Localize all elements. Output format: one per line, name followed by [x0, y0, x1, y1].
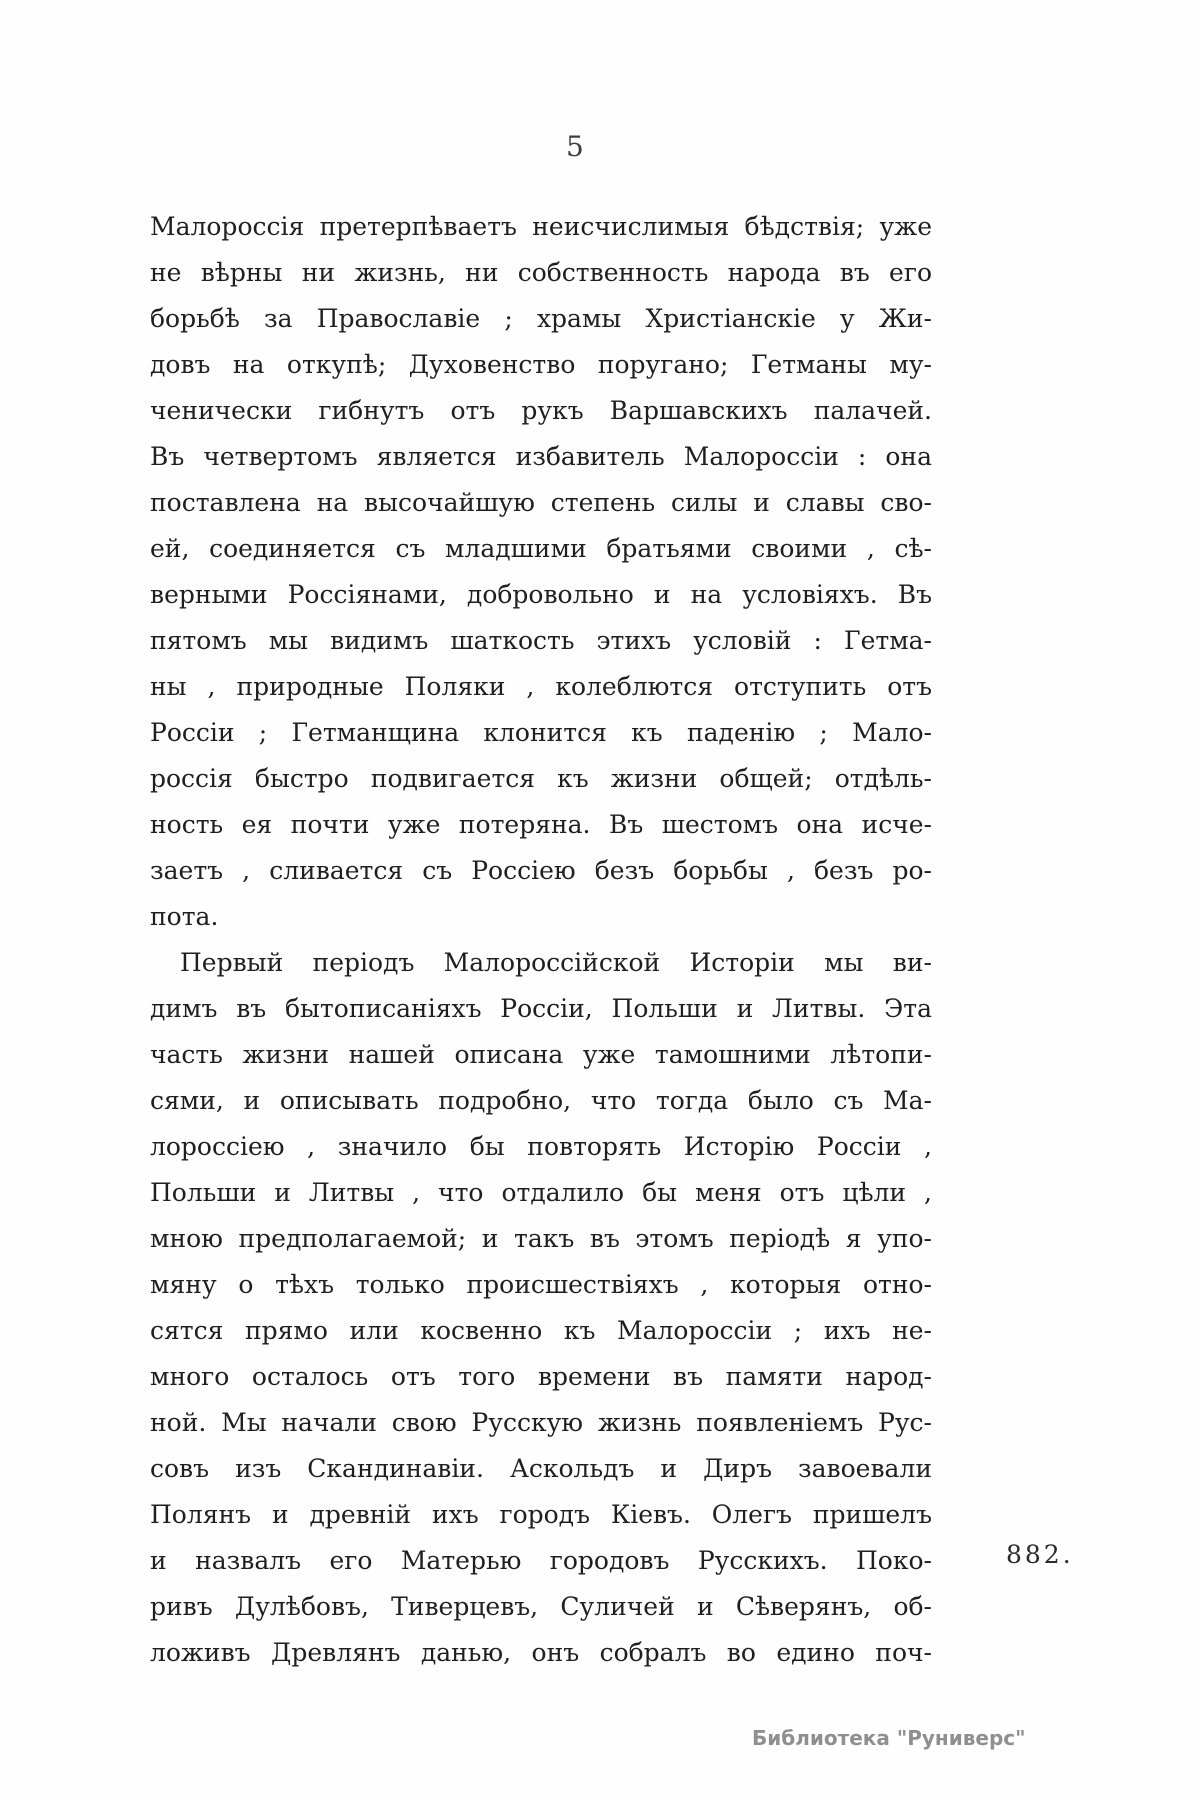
text-line: димъ въ бытописаніяхъ Россіи, Польши и Литвы. Эта — [150, 994, 932, 1023]
text-line: Польши и Литвы , что отдалило бы меня отъ цѣли , — [150, 1178, 932, 1207]
text-line: Первый періодъ Малороссійской Исторіи мы ви- — [180, 948, 932, 977]
text-line: Въ четвертомъ является избавитель Малороссіи : она — [150, 442, 932, 471]
text-line: борьбѣ за Православіе ; храмы Христіанскіе у Жи- — [150, 304, 932, 333]
text-line: Россіи ; Гетманщина клонится къ паденію ; Мало- — [150, 718, 932, 747]
text-line: мною предполагаемой; и такъ въ этомъ періодѣ я упо- — [150, 1224, 932, 1253]
text-line: пятомъ мы видимъ шаткость этихъ условій : Гетма- — [150, 626, 932, 655]
text-line: ривъ Дулѣбовъ, Тиверцевъ, Суличей и Сѣверянъ, об- — [150, 1592, 932, 1621]
text-line: ей, соединяется съ младшими братьями своими , сѣ- — [150, 534, 932, 563]
text-line: верными Россіянами, добровольно и на условіяхъ. Въ — [150, 580, 932, 609]
text-line: много осталось отъ того времени въ памяти народ- — [150, 1362, 932, 1391]
text-line: поставлена на высочайшую степень силы и славы сво- — [150, 488, 932, 517]
text-line: сятся прямо или косвенно къ Малороссіи ; ихъ не- — [150, 1316, 932, 1345]
text-line: ченически гибнутъ отъ рукъ Варшавскихъ палачей. — [150, 396, 932, 425]
text-line: пота. — [150, 902, 219, 931]
page-number: 5 — [566, 130, 584, 163]
library-watermark: Библиотека "Руниверс" — [752, 1726, 1026, 1750]
text-line: Малороссія претерпѣваетъ неисчислимыя бѣдствія; уже — [150, 212, 932, 241]
text-line: лороссіею , значило бы повторять Исторію Россіи , — [150, 1132, 932, 1161]
text-line: и назвалъ его Матерью городовъ Русскихъ. Поко- — [150, 1546, 932, 1575]
text-line: часть жизни нашей описана уже тамошними лѣтопи- — [150, 1040, 932, 1069]
text-line: мяну о тѣхъ только происшествіяхъ , которыя отно- — [150, 1270, 932, 1299]
paragraph-1 — [150, 204, 932, 940]
text-line: Полянъ и древній ихъ городъ Кіевъ. Олегъ пришелъ — [150, 1500, 932, 1529]
text-line: ной. Мы начали свою Русскую жизнь появленіемъ Рус- — [150, 1408, 932, 1437]
body-text — [150, 204, 932, 1676]
text-line: не вѣрны ни жизнь, ни собственность народа въ его — [150, 258, 932, 287]
text-line: ны , природные Поляки , колеблются отступить отъ — [150, 672, 932, 701]
margin-year-note: 882. — [1006, 1540, 1074, 1569]
text-line: россія быстро подвигается къ жизни общей; отдѣль- — [150, 764, 932, 793]
text-line: сями, и описывать подробно, что тогда было съ Ма- — [150, 1086, 932, 1115]
paragraph-2 — [150, 940, 932, 1676]
text-line: ность ея почти уже потеряна. Въ шестомъ она исче- — [150, 810, 932, 839]
text-line: заетъ , сливается съ Россіею безъ борьбы , безъ ро- — [150, 856, 932, 885]
text-line: довъ на откупѣ; Духовенство поругано; Гетманы му- — [150, 350, 932, 379]
text-line: совъ изъ Скандинавіи. Аскольдъ и Диръ завоевали — [150, 1454, 932, 1483]
text-line: ложивъ Древлянъ данью, онъ собралъ во едино поч- — [150, 1638, 932, 1667]
